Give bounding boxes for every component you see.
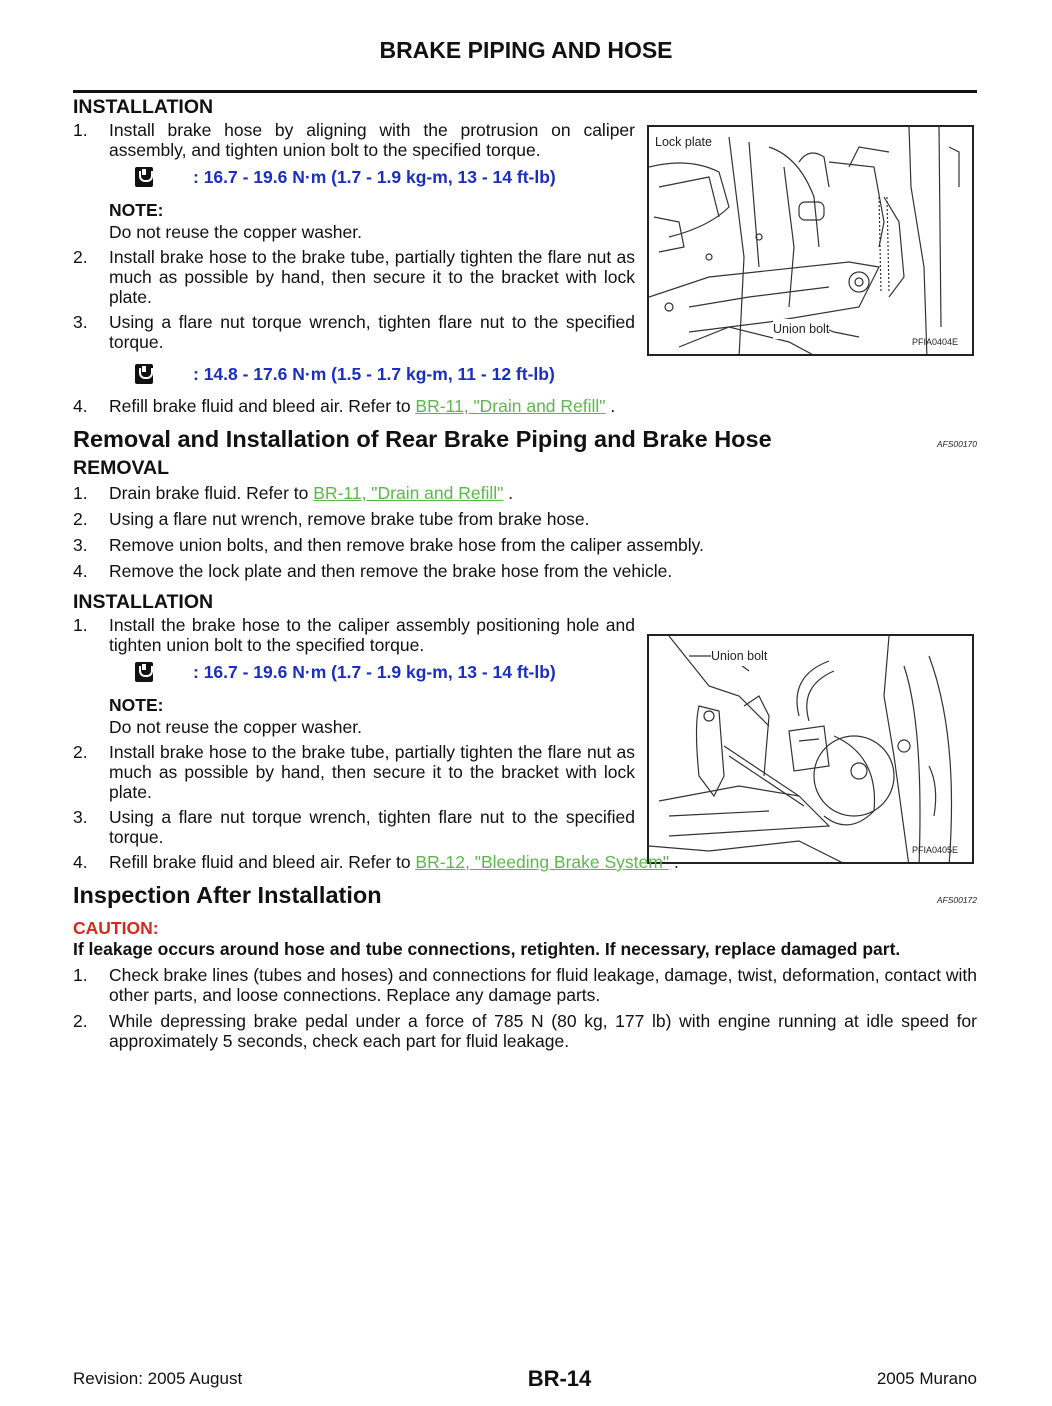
step-text: Install brake hose by aligning with the protrusion on caliper assembly, and tighten union bolt to the specified torque. <box>109 120 635 160</box>
list-item <box>73 852 977 872</box>
step-text: Remove union bolts, and then remove brake hose from the caliper assembly. <box>109 535 704 555</box>
section-heading-installation: INSTALLATION <box>73 96 214 118</box>
torque-value: : 14.8 - 17.6 N·m (1.5 - 1.7 kg-m, 11 - 12 ft-lb) <box>193 364 555 384</box>
step-text: Refill brake fluid and bleed air. Refer to <box>109 852 416 872</box>
section-heading-rear <box>73 426 977 457</box>
step-number: 4. <box>73 396 88 416</box>
note-label: NOTE: <box>109 695 164 715</box>
list-item <box>73 247 635 307</box>
title-rule <box>73 90 977 93</box>
page-footer <box>73 1366 977 1391</box>
step-number: 1. <box>73 483 88 503</box>
figure-label-union-bolt: Union bolt <box>711 646 767 666</box>
step-number: 3. <box>73 312 88 332</box>
step-number: 4. <box>73 852 88 872</box>
step-number: 1. <box>73 965 88 985</box>
note-label: NOTE: <box>109 200 164 220</box>
step-number: 2. <box>73 247 88 267</box>
step-text: Check brake lines (tubes and hoses) and connections for fluid leakage, damage, twist, deformation, contact with other parts, and loose connections. Replace any damage parts. <box>109 965 977 1005</box>
document-body <box>73 96 977 1051</box>
list-item <box>73 561 977 581</box>
list-item <box>73 396 977 416</box>
step-text: Drain brake fluid. Refer to <box>109 483 314 503</box>
step-number: 2. <box>73 742 88 762</box>
section-title: Removal and Installation of Rear Brake Piping and Brake Hose <box>73 426 772 452</box>
step-text: Install brake hose to the brake tube, partially tighten the flare nut as much as possible by hand, then secure it to the bracket with lock plate. <box>109 247 635 307</box>
caution-label: CAUTION: <box>73 918 159 938</box>
step-text: Using a flare nut wrench, remove brake tube from brake hose. <box>109 509 590 529</box>
step-number: 3. <box>73 807 88 827</box>
section-code: AFS00170 <box>936 439 977 449</box>
page-number: BR-14 <box>527 1366 592 1391</box>
link-br12-bleeding-brake-system[interactable]: BR-12, "Bleeding Brake System" <box>415 852 670 872</box>
section-heading-inspection <box>73 882 977 913</box>
step-number: 2. <box>73 1011 88 1031</box>
step-text-after: . <box>669 852 679 872</box>
torque-wrench-icon <box>135 662 153 682</box>
step-text: Install the brake hose to the caliper assembly positioning hole and tighten union bolt to the specified torque. <box>109 615 635 655</box>
step-text: Using a flare nut torque wrench, tighten flare nut to the specified torque. <box>109 312 635 352</box>
step-text: Refill brake fluid and bleed air. Refer to <box>109 396 416 416</box>
figure-code: PFIA0404E <box>911 337 958 347</box>
step-text-after: . <box>503 483 514 503</box>
list-item <box>73 535 977 555</box>
torque-spec <box>135 162 977 192</box>
note-text: Do not reuse the copper washer. <box>109 222 362 242</box>
note-text: Do not reuse the copper washer. <box>109 717 362 737</box>
link-br11-drain-refill[interactable]: BR-11, "Drain and Refill" <box>313 483 504 503</box>
torque-wrench-icon <box>135 364 153 384</box>
caution-text: If leakage occurs around hose and tube connections, retighten. If necessary, replace damaged part. <box>73 939 901 959</box>
torque-spec <box>135 359 977 389</box>
torque-value: : 16.7 - 19.6 N·m (1.7 - 1.9 kg-m, 13 - 14 ft-lb) <box>193 662 556 682</box>
section-code: AFS00172 <box>936 895 977 905</box>
link-br11-drain-refill[interactable]: BR-11, "Drain and Refill" <box>415 396 606 416</box>
torque-value: : 16.7 - 19.6 N·m (1.7 - 1.9 kg-m, 13 - 14 ft-lb) <box>193 167 556 187</box>
list-item <box>73 120 635 160</box>
step-number: 1. <box>73 615 88 635</box>
step-text-after: . <box>605 396 616 416</box>
figure-label-lock-plate: Lock plate <box>655 132 712 152</box>
step-number: 3. <box>73 535 88 555</box>
list-item <box>73 312 635 352</box>
section-title: Inspection After Installation <box>73 882 382 908</box>
page-title: BRAKE PIPING AND HOSE <box>379 37 673 63</box>
step-text: Install brake hose to the brake tube, partially tighten the flare nut as much as possible by hand, then secure it to the bracket with lock plate. <box>109 742 635 802</box>
section-heading-removal: REMOVAL <box>73 457 170 479</box>
step-number: 1. <box>73 120 88 140</box>
list-item <box>73 965 977 1005</box>
revision-date: Revision: 2005 August <box>73 1369 243 1388</box>
list-item <box>73 615 635 655</box>
list-item <box>73 509 977 529</box>
list-item <box>73 807 635 847</box>
step-number: 4. <box>73 561 88 581</box>
step-number: 2. <box>73 509 88 529</box>
step-text: Remove the lock plate and then remove the brake hose from the vehicle. <box>109 561 673 581</box>
vehicle-model: 2005 Murano <box>876 1369 977 1388</box>
step-text: While depressing brake pedal under a force of 785 N (80 kg, 177 lb) with engine running at idle speed for approximately 5 seconds, check each part for fluid leakage. <box>109 1011 977 1051</box>
figure-code: PFIA0405E <box>911 845 958 855</box>
torque-wrench-icon <box>135 167 153 187</box>
section-heading-installation: INSTALLATION <box>73 591 214 613</box>
list-item <box>73 1011 977 1051</box>
figure-label-union-bolt: Union bolt <box>773 319 829 339</box>
torque-spec <box>135 657 977 687</box>
list-item <box>73 483 977 503</box>
list-item <box>73 742 635 802</box>
step-text: Using a flare nut torque wrench, tighten flare nut to the specified torque. <box>109 807 635 847</box>
